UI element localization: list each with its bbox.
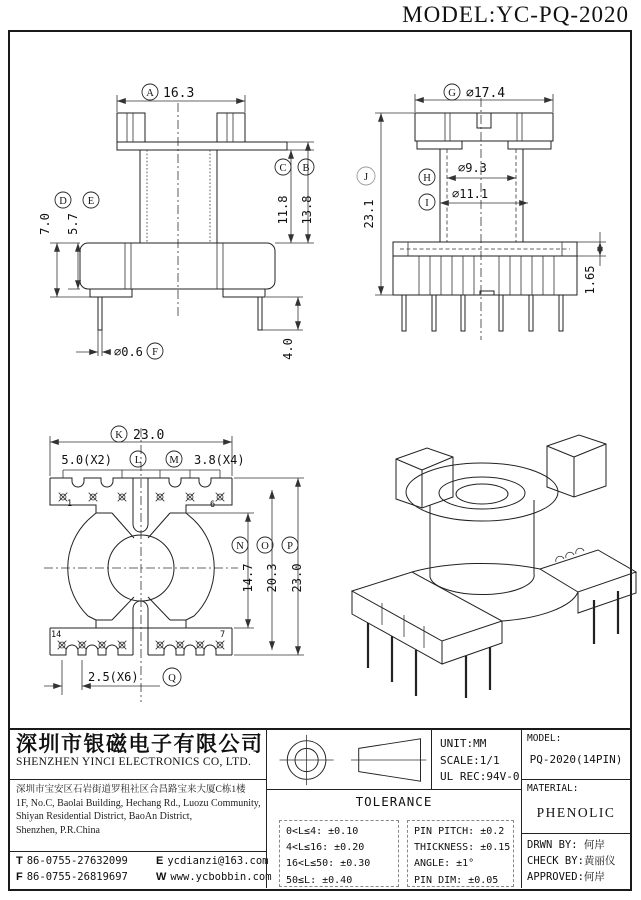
check-label: CHECK BY: bbox=[527, 854, 584, 867]
dim-p-letter: P bbox=[287, 541, 293, 552]
front-top-flange bbox=[117, 142, 287, 150]
web-row bbox=[156, 871, 272, 887]
dim-f-value: ⌀0.6 bbox=[114, 345, 143, 359]
model-value: PQ-2020(14PIN) bbox=[529, 753, 623, 766]
email-value: ycdianzi@163.com bbox=[167, 855, 269, 867]
pin-mark bbox=[59, 493, 68, 502]
dim-c-value: 11.8 bbox=[276, 195, 290, 225]
tel-value: 86-0755-27632099 bbox=[26, 855, 128, 867]
address-en-line3: Shenzhen, P.R.China bbox=[16, 824, 100, 836]
front-pin-blocks bbox=[90, 289, 265, 297]
dim-e-letter: E bbox=[87, 196, 95, 207]
isometric-view bbox=[352, 435, 636, 698]
iso-pins bbox=[368, 591, 618, 698]
material-cell bbox=[522, 780, 630, 834]
dim-o-letter: O bbox=[261, 541, 269, 552]
material-value: PHENOLIC bbox=[536, 805, 616, 820]
tolerance-row: 50≤L: ±0.40 bbox=[286, 874, 353, 886]
pin-mark bbox=[58, 641, 67, 650]
pin-mark bbox=[216, 493, 225, 502]
drawn-label: DRWN BY: bbox=[527, 839, 578, 851]
front-tube bbox=[140, 150, 217, 243]
model-cell bbox=[522, 730, 630, 780]
dim-l-letter: L bbox=[134, 455, 142, 466]
web-value: www.ycbobbin.com bbox=[170, 871, 272, 883]
document-title: MODEL:YC-PQ-2020 bbox=[402, 2, 629, 27]
projection-symbol bbox=[273, 732, 429, 788]
side-base bbox=[393, 242, 577, 295]
pin-mark bbox=[156, 493, 165, 502]
approved-label: APPROVED: bbox=[527, 870, 584, 883]
fax-label: F bbox=[16, 871, 23, 883]
pin-mark bbox=[196, 641, 205, 650]
drawn-row bbox=[527, 838, 626, 854]
side-pins bbox=[402, 295, 563, 331]
pin-mark bbox=[216, 641, 225, 650]
iso-base-arcs bbox=[412, 563, 578, 621]
pin-mark bbox=[78, 641, 87, 650]
top-center-slot bbox=[133, 478, 148, 532]
dim-a-letter: A bbox=[146, 88, 154, 99]
dim-p-value: 23.0 bbox=[290, 563, 304, 593]
company-header bbox=[10, 730, 266, 780]
tel-label: T bbox=[16, 855, 23, 867]
dim-i-value: ⌀11.1 bbox=[452, 187, 489, 201]
units-box bbox=[431, 730, 521, 789]
dim-e-value: 5.7 bbox=[66, 213, 80, 235]
tolerance-row: THICKNESS: ±0.15 bbox=[414, 842, 511, 854]
iso-right-clip bbox=[547, 435, 606, 497]
company-section bbox=[10, 730, 272, 888]
dim-q-letter: Q bbox=[168, 673, 176, 684]
dim-d-letter: D bbox=[59, 196, 67, 207]
tolerance-row: PIN DIM: ±0.05 bbox=[414, 874, 499, 886]
email-label: E bbox=[156, 855, 164, 867]
dim-k-letter: K bbox=[115, 430, 123, 441]
address-cn: 深圳市宝安区石岩街道罗租社区合昌路宝来大厦C栋1楼 bbox=[16, 785, 246, 795]
front-top-clips bbox=[117, 113, 245, 142]
pin-mark bbox=[98, 641, 107, 650]
tolerance-specific bbox=[407, 820, 514, 887]
spec-section bbox=[266, 730, 522, 888]
dim-g-value: ⌀17.4 bbox=[466, 86, 506, 101]
dim-b-value: 13.8 bbox=[300, 195, 314, 225]
dim-l-value: 5.0(X2) bbox=[61, 453, 112, 467]
pin-number-7: 7 bbox=[220, 630, 226, 640]
material-label: MATERIAL: bbox=[527, 783, 579, 794]
dim-b-letter: B bbox=[302, 163, 310, 174]
dim-j-letter: J bbox=[363, 172, 369, 183]
side-top-flange bbox=[415, 113, 553, 141]
dim-n-value: 14.7 bbox=[241, 563, 255, 593]
check-value: 黄丽仪 bbox=[583, 854, 616, 867]
company-address bbox=[10, 780, 266, 852]
address-en-line2: Shiyan Residential District, BaoAn District, bbox=[16, 811, 193, 823]
ul-rec: UL REC:94V-0 bbox=[440, 770, 520, 783]
dim-h-letter: H bbox=[423, 173, 431, 184]
tolerance-row: 0<L≤4: ±0.10 bbox=[286, 826, 359, 837]
bottom-view bbox=[44, 426, 304, 702]
front-view bbox=[38, 84, 314, 360]
tolerance-row: 16<L≤50: ±0.30 bbox=[286, 858, 371, 870]
dim-a-value: 16.3 bbox=[163, 86, 195, 101]
drawn-value: 何岸 bbox=[583, 839, 605, 851]
projection-and-units bbox=[267, 730, 521, 790]
dim-m-letter: M bbox=[169, 455, 179, 466]
iso-center-hole bbox=[456, 484, 508, 504]
dim-j-value: 23.1 bbox=[362, 199, 376, 229]
pin-number-1: 1 bbox=[67, 499, 73, 509]
dim-f-letter: F bbox=[152, 347, 158, 358]
tolerance-general bbox=[279, 820, 399, 887]
dim-thickness-value: 1.65 bbox=[583, 265, 597, 295]
pin-mark bbox=[156, 641, 165, 650]
pin-mark bbox=[176, 641, 185, 650]
company-contacts bbox=[10, 852, 272, 888]
front-bottom-flange bbox=[80, 243, 275, 289]
email-row bbox=[156, 855, 272, 871]
title-block bbox=[10, 728, 630, 888]
model-label: MODEL: bbox=[527, 733, 562, 744]
side-pin-headers bbox=[419, 256, 554, 295]
iso-left-pin-bar bbox=[352, 572, 502, 664]
approved-value: 何岸 bbox=[583, 870, 605, 883]
dim-n-letter: N bbox=[236, 541, 244, 552]
address-en-line1: 1F, No.C, Baolai Building, Hechang Rd., Luozu Community, bbox=[16, 797, 261, 809]
dim-i-letter: I bbox=[425, 198, 429, 209]
dim-g-letter: G bbox=[448, 88, 456, 99]
tolerance-row: 4<L≤16: ±0.20 bbox=[286, 842, 365, 854]
tel-row bbox=[16, 855, 156, 871]
pin-mark bbox=[89, 493, 98, 502]
dim-q-value: 2.5(X6) bbox=[88, 670, 139, 684]
iso-cylinder bbox=[430, 500, 534, 595]
front-pins bbox=[98, 297, 262, 330]
tolerance-row: PIN PITCH: ±0.2 bbox=[414, 826, 505, 837]
dim-h-value: ⌀9.3 bbox=[458, 161, 487, 175]
scale: SCALE:1/1 bbox=[440, 753, 500, 767]
signature-cell bbox=[522, 834, 630, 885]
iso-left-clip bbox=[396, 448, 453, 508]
company-name-cn: 深圳市银磁电子有限公司 bbox=[16, 732, 264, 756]
bottom-centerlines bbox=[44, 428, 238, 702]
dim-m-value: 3.8(X4) bbox=[194, 453, 245, 467]
approved-row bbox=[527, 870, 626, 886]
dim-o-value: 20.3 bbox=[265, 563, 279, 593]
iso-top-flange bbox=[406, 463, 558, 521]
fax-row bbox=[16, 871, 156, 887]
dim-d-value: 7.0 bbox=[38, 213, 52, 235]
dim-pinlen-value: 4.0 bbox=[281, 338, 295, 360]
dim-c-letter: C bbox=[279, 163, 287, 174]
pin-mark bbox=[186, 493, 195, 502]
fax-value: 86-0755-26819697 bbox=[26, 871, 128, 883]
side-flange-lips bbox=[417, 141, 551, 149]
pin-mark bbox=[118, 641, 127, 650]
company-name-en: SHENZHEN YINCI ELECTRONICS CO, LTD. bbox=[16, 756, 252, 769]
iso-right-pin-bar bbox=[540, 550, 636, 613]
unit: UNIT:MM bbox=[440, 737, 487, 750]
tolerance-section bbox=[267, 794, 521, 892]
pin-number-14: 14 bbox=[51, 630, 62, 640]
side-view bbox=[357, 84, 606, 340]
tolerance-row: ANGLE: ±1° bbox=[414, 858, 475, 870]
web-label: W bbox=[156, 871, 167, 883]
check-row bbox=[527, 854, 626, 870]
pin-mark bbox=[118, 493, 127, 502]
tolerance-title: TOLERANCE bbox=[355, 794, 433, 809]
approval-section bbox=[522, 730, 630, 888]
dim-k-value: 23.0 bbox=[133, 428, 165, 443]
pin-number-6: 6 bbox=[210, 500, 216, 510]
